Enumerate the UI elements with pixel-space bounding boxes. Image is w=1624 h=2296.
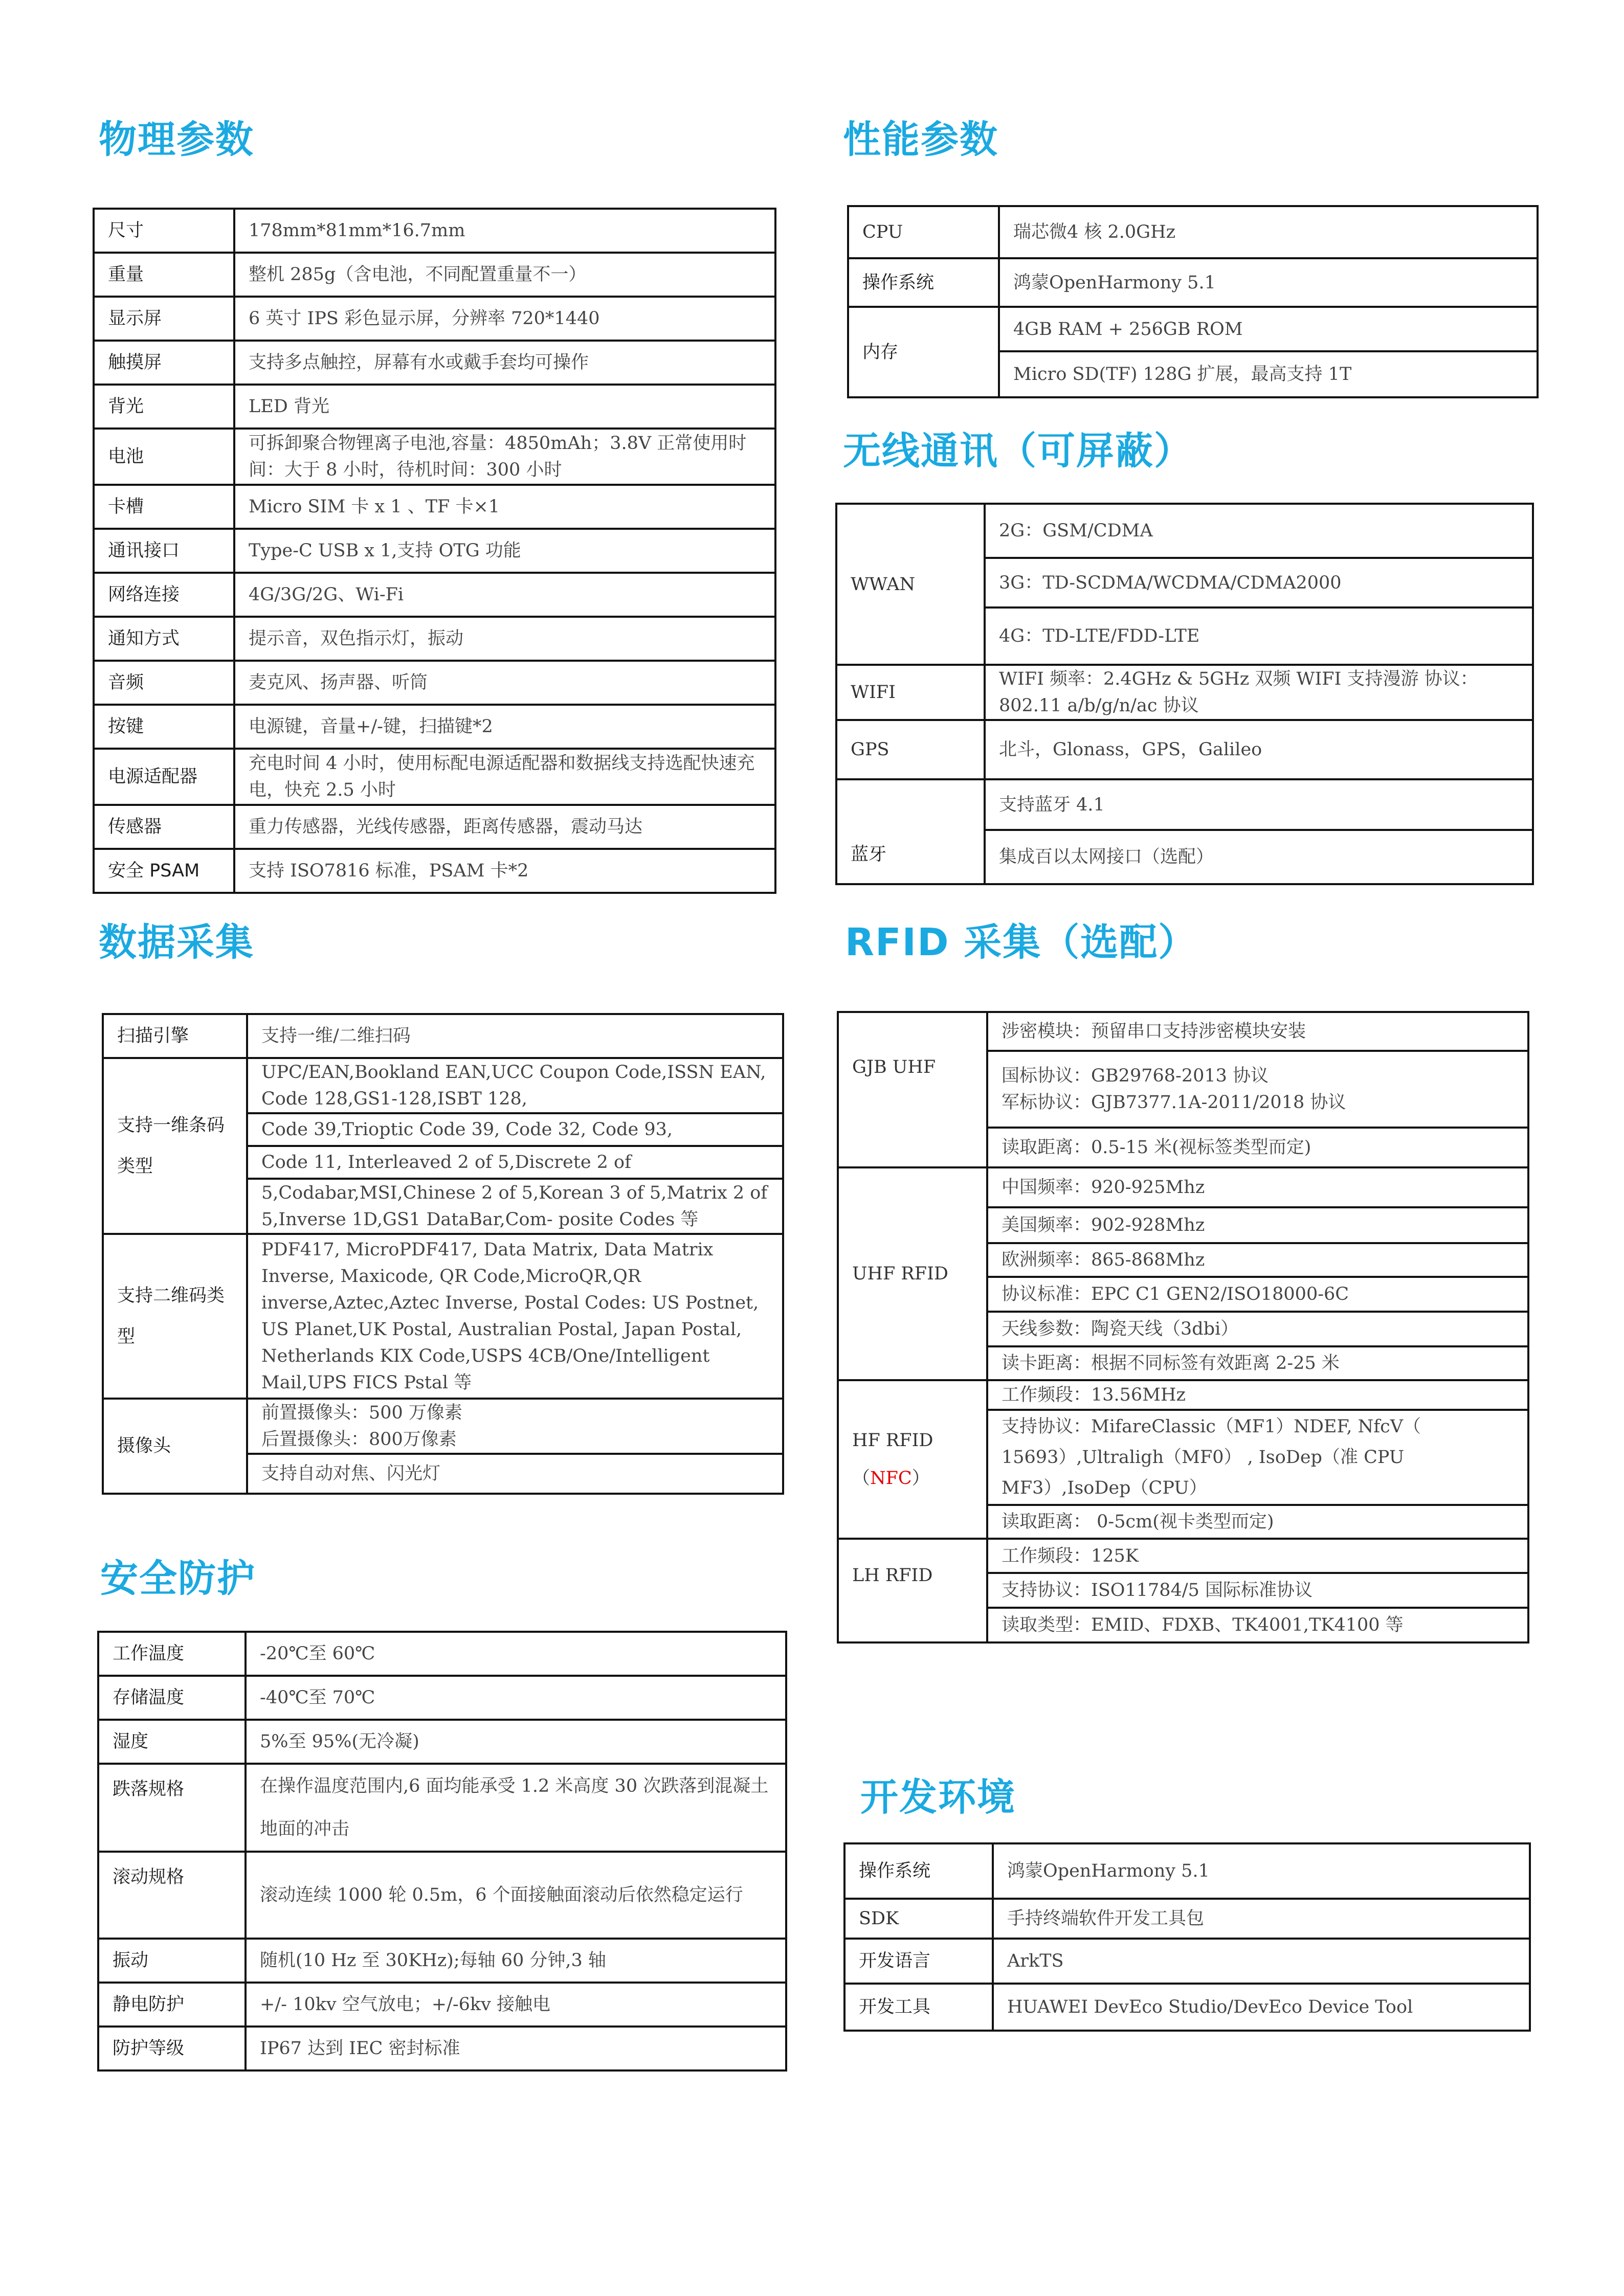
spec-label: 音频 (94, 661, 234, 705)
rfid-spec-table (837, 1011, 1529, 1644)
table-row (838, 1012, 1528, 1051)
table-row (836, 665, 1533, 720)
spec-label: 电源适配器 (94, 749, 234, 805)
table-row (94, 661, 775, 705)
spec-label: 安全 PSAM (94, 849, 234, 893)
table-row (94, 529, 775, 573)
spec-value: 电源键，音量+/-键，扫描键*2 (234, 705, 775, 749)
table-row (844, 1939, 1530, 1984)
spec-label: 传感器 (94, 805, 234, 849)
performance-spec-table (847, 205, 1539, 398)
spec-value: Type-C USB x 1,支持 OTG 功能 (234, 529, 775, 573)
spec-value: 4GB RAM + 256GB ROM (999, 307, 1538, 351)
table-row (838, 1167, 1528, 1207)
spec-label: 通知方式 (94, 617, 234, 661)
spec-label: 存储温度 (98, 1676, 246, 1720)
spec-value: 2G：GSM/CDMA (985, 504, 1533, 558)
table-row (838, 1539, 1528, 1573)
spec-value: 支持协议：ISO11784/5 国际标准协议 (987, 1573, 1528, 1608)
spec-value: +/- 10kv 空气放电；+/-6kv 接触电 (246, 1983, 786, 2027)
spec-value: 4G：TD-LTE/FDD-LTE (985, 607, 1533, 665)
table-row (94, 385, 775, 429)
spec-value (987, 1051, 1528, 1128)
spec-label: 电池 (94, 429, 234, 485)
spec-value (247, 1399, 783, 1454)
table-row (836, 779, 1533, 830)
spec-value: 麦克风、扬声器、听筒 (234, 661, 775, 705)
spec-label: 网络连接 (94, 573, 234, 617)
spec-value: IP67 达到 IEC 密封标准 (246, 2027, 786, 2070)
spec-value: 读取类型：EMID、FDXB、TK4001,TK4100 等 (987, 1608, 1528, 1642)
spec-label: 跌落规格 (98, 1764, 246, 1852)
spec-label: 湿度 (98, 1720, 246, 1764)
spec-value: 美国频率：902-928Mhz (987, 1207, 1528, 1243)
spec-value: 北斗，Glonass，GPS，Galileo (985, 720, 1533, 779)
spec-value: 重力传感器，光线传感器，距离传感器，震动马达 (234, 805, 775, 849)
spec-value: 工作频段：125K (987, 1539, 1528, 1573)
spec-value: 3G：TD-SCDMA/WCDMA/CDMA2000 (985, 558, 1533, 607)
table-row (103, 1058, 783, 1113)
section-title-devenv: 开发环境 (860, 1775, 1016, 1819)
spec-label: 振动 (98, 1939, 246, 1983)
table-row (838, 1380, 1528, 1410)
spec-label: 防护等级 (98, 2027, 246, 2070)
section-title-safety: 安全防护 (100, 1557, 256, 1601)
table-row (98, 1676, 786, 1720)
table-row (94, 749, 775, 805)
table-row (98, 1764, 786, 1852)
table-row (98, 1632, 786, 1676)
spec-label: 重量 (94, 253, 234, 297)
spec-value: 读卡距离：根据不同标签有效距离 2-25 米 (987, 1346, 1528, 1380)
spec-value: 欧洲频率：865-868Mhz (987, 1243, 1528, 1277)
spec-value: 工作频段：13.56MHz (987, 1380, 1528, 1410)
spec-value: Code 11, Interleaved 2 of 5,Discrete 2 of (247, 1146, 783, 1179)
table-row (94, 209, 775, 253)
spec-label: 按键 (94, 705, 234, 749)
hf-rfid-label: HF RFID (852, 1430, 933, 1451)
spec-label: SDK (844, 1899, 993, 1939)
table-row (98, 1983, 786, 2027)
spec-value: 读取距离：0.5-15 米(视标签类型而定) (987, 1128, 1528, 1167)
spec-label: 支持一维条码类型 (103, 1058, 247, 1234)
spec-value: 支持自动对焦、闪光灯 (247, 1454, 783, 1494)
spec-label: 扫描引擎 (103, 1014, 247, 1058)
table-row (844, 1899, 1530, 1939)
spec-value: 协议标准：EPC C1 GEN2/ISO18000-6C (987, 1277, 1528, 1312)
spec-value: 支持蓝牙 4.1 (985, 779, 1533, 830)
spec-label: 通讯接口 (94, 529, 234, 573)
gjb-protocol: 军标协议：GJB7377.1A-2011/2018 协议 (1002, 1092, 1346, 1113)
table-row (836, 504, 1533, 558)
spec-value: 可拆卸聚合物锂离子电池,容量：4850mAh；3.8V 正常使用时间：大于 8 小时，待机时间：300 小时 (234, 429, 775, 485)
spec-value: 支持一维/二维扫码 (247, 1014, 783, 1058)
spec-value: 支持多点触控，屏幕有水或戴手套均可操作 (234, 341, 775, 385)
section-title-performance: 性能参数 (843, 118, 998, 162)
spec-label: 触摸屏 (94, 341, 234, 385)
table-row (103, 1234, 783, 1399)
spec-value: Micro SIM 卡 x 1 、TF 卡×1 (234, 485, 775, 529)
nfc-paren-open: （ (852, 1468, 871, 1489)
spec-value: -40℃至 70℃ (246, 1676, 786, 1720)
table-row (98, 1939, 786, 1983)
spec-value: 5%至 95%(无冷凝) (246, 1720, 786, 1764)
spec-value: 178mm*81mm*16.7mm (234, 209, 775, 253)
front-camera-spec: 前置摄像头：500 万像素 (261, 1403, 462, 1423)
table-row (98, 1720, 786, 1764)
spec-value: 5,Codabar,MSI,Chinese 2 of 5,Korean 3 of 5,Matrix 2 of 5,Inverse 1D,GS1 DataBar,Com- posite Codes 等 (247, 1179, 783, 1234)
spec-value: 提示音，双色指示灯，振动 (234, 617, 775, 661)
spec-label: 操作系统 (844, 1843, 993, 1899)
nfc-paren-close: ） (911, 1468, 930, 1489)
spec-label: CPU (848, 206, 999, 258)
spec-value: 6 英寸 IPS 彩色显示屏，分辨率 720*1440 (234, 297, 775, 341)
table-row (103, 1014, 783, 1058)
spec-label: UHF RFID (838, 1167, 987, 1380)
spec-value: 充电时间 4 小时，使用标配电源适配器和数据线支持选配快速充电，快充 2.5 小时 (234, 749, 775, 805)
table-row (94, 297, 775, 341)
spec-value: 手持终端软件开发工具包 (993, 1899, 1530, 1939)
spec-value: 4G/3G/2G、Wi-Fi (234, 573, 775, 617)
spec-label: 内存 (848, 307, 999, 397)
spec-label: 摄像头 (103, 1399, 247, 1494)
nfc-highlight: NFC (870, 1468, 912, 1489)
spec-label: 支持二维码类型 (103, 1234, 247, 1399)
spec-value: Micro SD(TF) 128G 扩展，最高支持 1T (999, 351, 1538, 397)
spec-value: 整机 285g（含电池，不同配置重量不一） (234, 253, 775, 297)
section-title-physical: 物理参数 (99, 118, 254, 162)
spec-value: 鸿蒙OpenHarmony 5.1 (993, 1843, 1530, 1899)
table-row (103, 1399, 783, 1454)
spec-label (838, 1380, 987, 1539)
table-row (94, 617, 775, 661)
spec-label: GJB UHF (838, 1012, 987, 1167)
spec-label: 显示屏 (94, 297, 234, 341)
spec-label: 操作系统 (848, 258, 999, 307)
spec-label: WWAN (836, 504, 985, 665)
table-row (94, 253, 775, 297)
table-row (836, 720, 1533, 779)
spec-value: 涉密模块：预留串口支持涉密模块安装 (987, 1012, 1528, 1051)
table-row (94, 429, 775, 485)
spec-label: 背光 (94, 385, 234, 429)
spec-label: GPS (836, 720, 985, 779)
spec-value: ArkTS (993, 1939, 1530, 1984)
spec-value: -20℃至 60℃ (246, 1632, 786, 1676)
table-row (94, 573, 775, 617)
spec-label: LH RFID (838, 1539, 987, 1642)
table-row (848, 258, 1538, 307)
table-row (848, 307, 1538, 351)
spec-label: WIFI (836, 665, 985, 720)
table-row (94, 705, 775, 749)
spec-value: 在操作温度范围内,6 面均能承受 1.2 米高度 30 次跌落到混凝土地面的冲击 (246, 1764, 786, 1852)
devenv-spec-table (843, 1842, 1531, 2032)
table-row (848, 206, 1538, 258)
spec-value: 滚动连续 1000 轮 0.5m，6 个面接触面滚动后依然稳定运行 (246, 1852, 786, 1939)
table-row (94, 849, 775, 893)
spec-value: 天线参数：陶瓷天线（3dbi） (987, 1312, 1528, 1346)
section-title-capture: 数据采集 (99, 920, 254, 964)
spec-value: 支持 ISO7816 标准，PSAM 卡*2 (234, 849, 775, 893)
wireless-spec-table (835, 503, 1534, 885)
table-row (844, 1984, 1530, 2031)
spec-value: 集成百以太网接口（选配） (985, 830, 1533, 884)
rear-camera-spec: 后置摄像头：800万像素 (261, 1429, 457, 1450)
spec-value: 读取距离： 0-5cm(视卡类型而定) (987, 1505, 1528, 1539)
spec-value: 随机(10 Hz 至 30KHz);每轴 60 分钟,3 轴 (246, 1939, 786, 1983)
spec-label: 开发工具 (844, 1984, 993, 2031)
spec-value: Code 39,Trioptic Code 39, Code 32, Code 93, (247, 1113, 783, 1146)
spec-label: 尺寸 (94, 209, 234, 253)
gb-protocol: 国标协议：GB29768-2013 协议 (1002, 1066, 1269, 1086)
spec-label: 工作温度 (98, 1632, 246, 1676)
spec-value: PDF417, MicroPDF417, Data Matrix, Data Matrix Inverse, Maxicode, QR Code,MicroQR,QR inverse,Aztec,Aztec Inverse, Postal Codes: US Postnet, US Planet,UK Postal, Australian Postal, Japan Postal, Netherlands KIX Code,USPS 4CB/One/Intelligent Mail,UPS FICS Pstal 等 (247, 1234, 783, 1399)
table-row (98, 1852, 786, 1939)
section-title-rfid: RFID 采集（选配） (845, 920, 1197, 964)
table-row (94, 485, 775, 529)
spec-label: 静电防护 (98, 1983, 246, 2027)
spec-value: 支持协议：MifareClassic（MF1）NDEF, NfcV（ 15693）,Ultraligh（MF0） , IsoDep（准 CPU MF3）,IsoDep（CPU） (987, 1410, 1528, 1505)
table-row (844, 1843, 1530, 1899)
spec-value: 瑞芯微4 核 2.0GHz (999, 206, 1538, 258)
spec-value: 中国频率：920-925Mhz (987, 1167, 1528, 1207)
table-row (94, 341, 775, 385)
table-row (94, 805, 775, 849)
physical-spec-table (93, 208, 776, 894)
table-row (98, 2027, 786, 2070)
spec-value: LED 背光 (234, 385, 775, 429)
spec-value: 鸿蒙OpenHarmony 5.1 (999, 258, 1538, 307)
spec-label: 蓝牙 (836, 779, 985, 884)
spec-label: 卡槽 (94, 485, 234, 529)
spec-value: UPC/EAN,Bookland EAN,UCC Coupon Code,ISSN EAN, Code 128,GS1-128,ISBT 128, (247, 1058, 783, 1113)
safety-spec-table (97, 1631, 787, 2072)
spec-value: HUAWEI DevEco Studio/DevEco Device Tool (993, 1984, 1530, 2031)
spec-label: 滚动规格 (98, 1852, 246, 1939)
spec-label: 开发语言 (844, 1939, 993, 1984)
section-title-wireless: 无线通讯（可屏蔽） (843, 429, 1193, 473)
capture-spec-table (102, 1013, 784, 1495)
spec-value: WIFI 频率：2.4GHz & 5GHz 双频 WIFI 支持漫游 协议：802.11 a/b/g/n/ac 协议 (985, 665, 1533, 720)
